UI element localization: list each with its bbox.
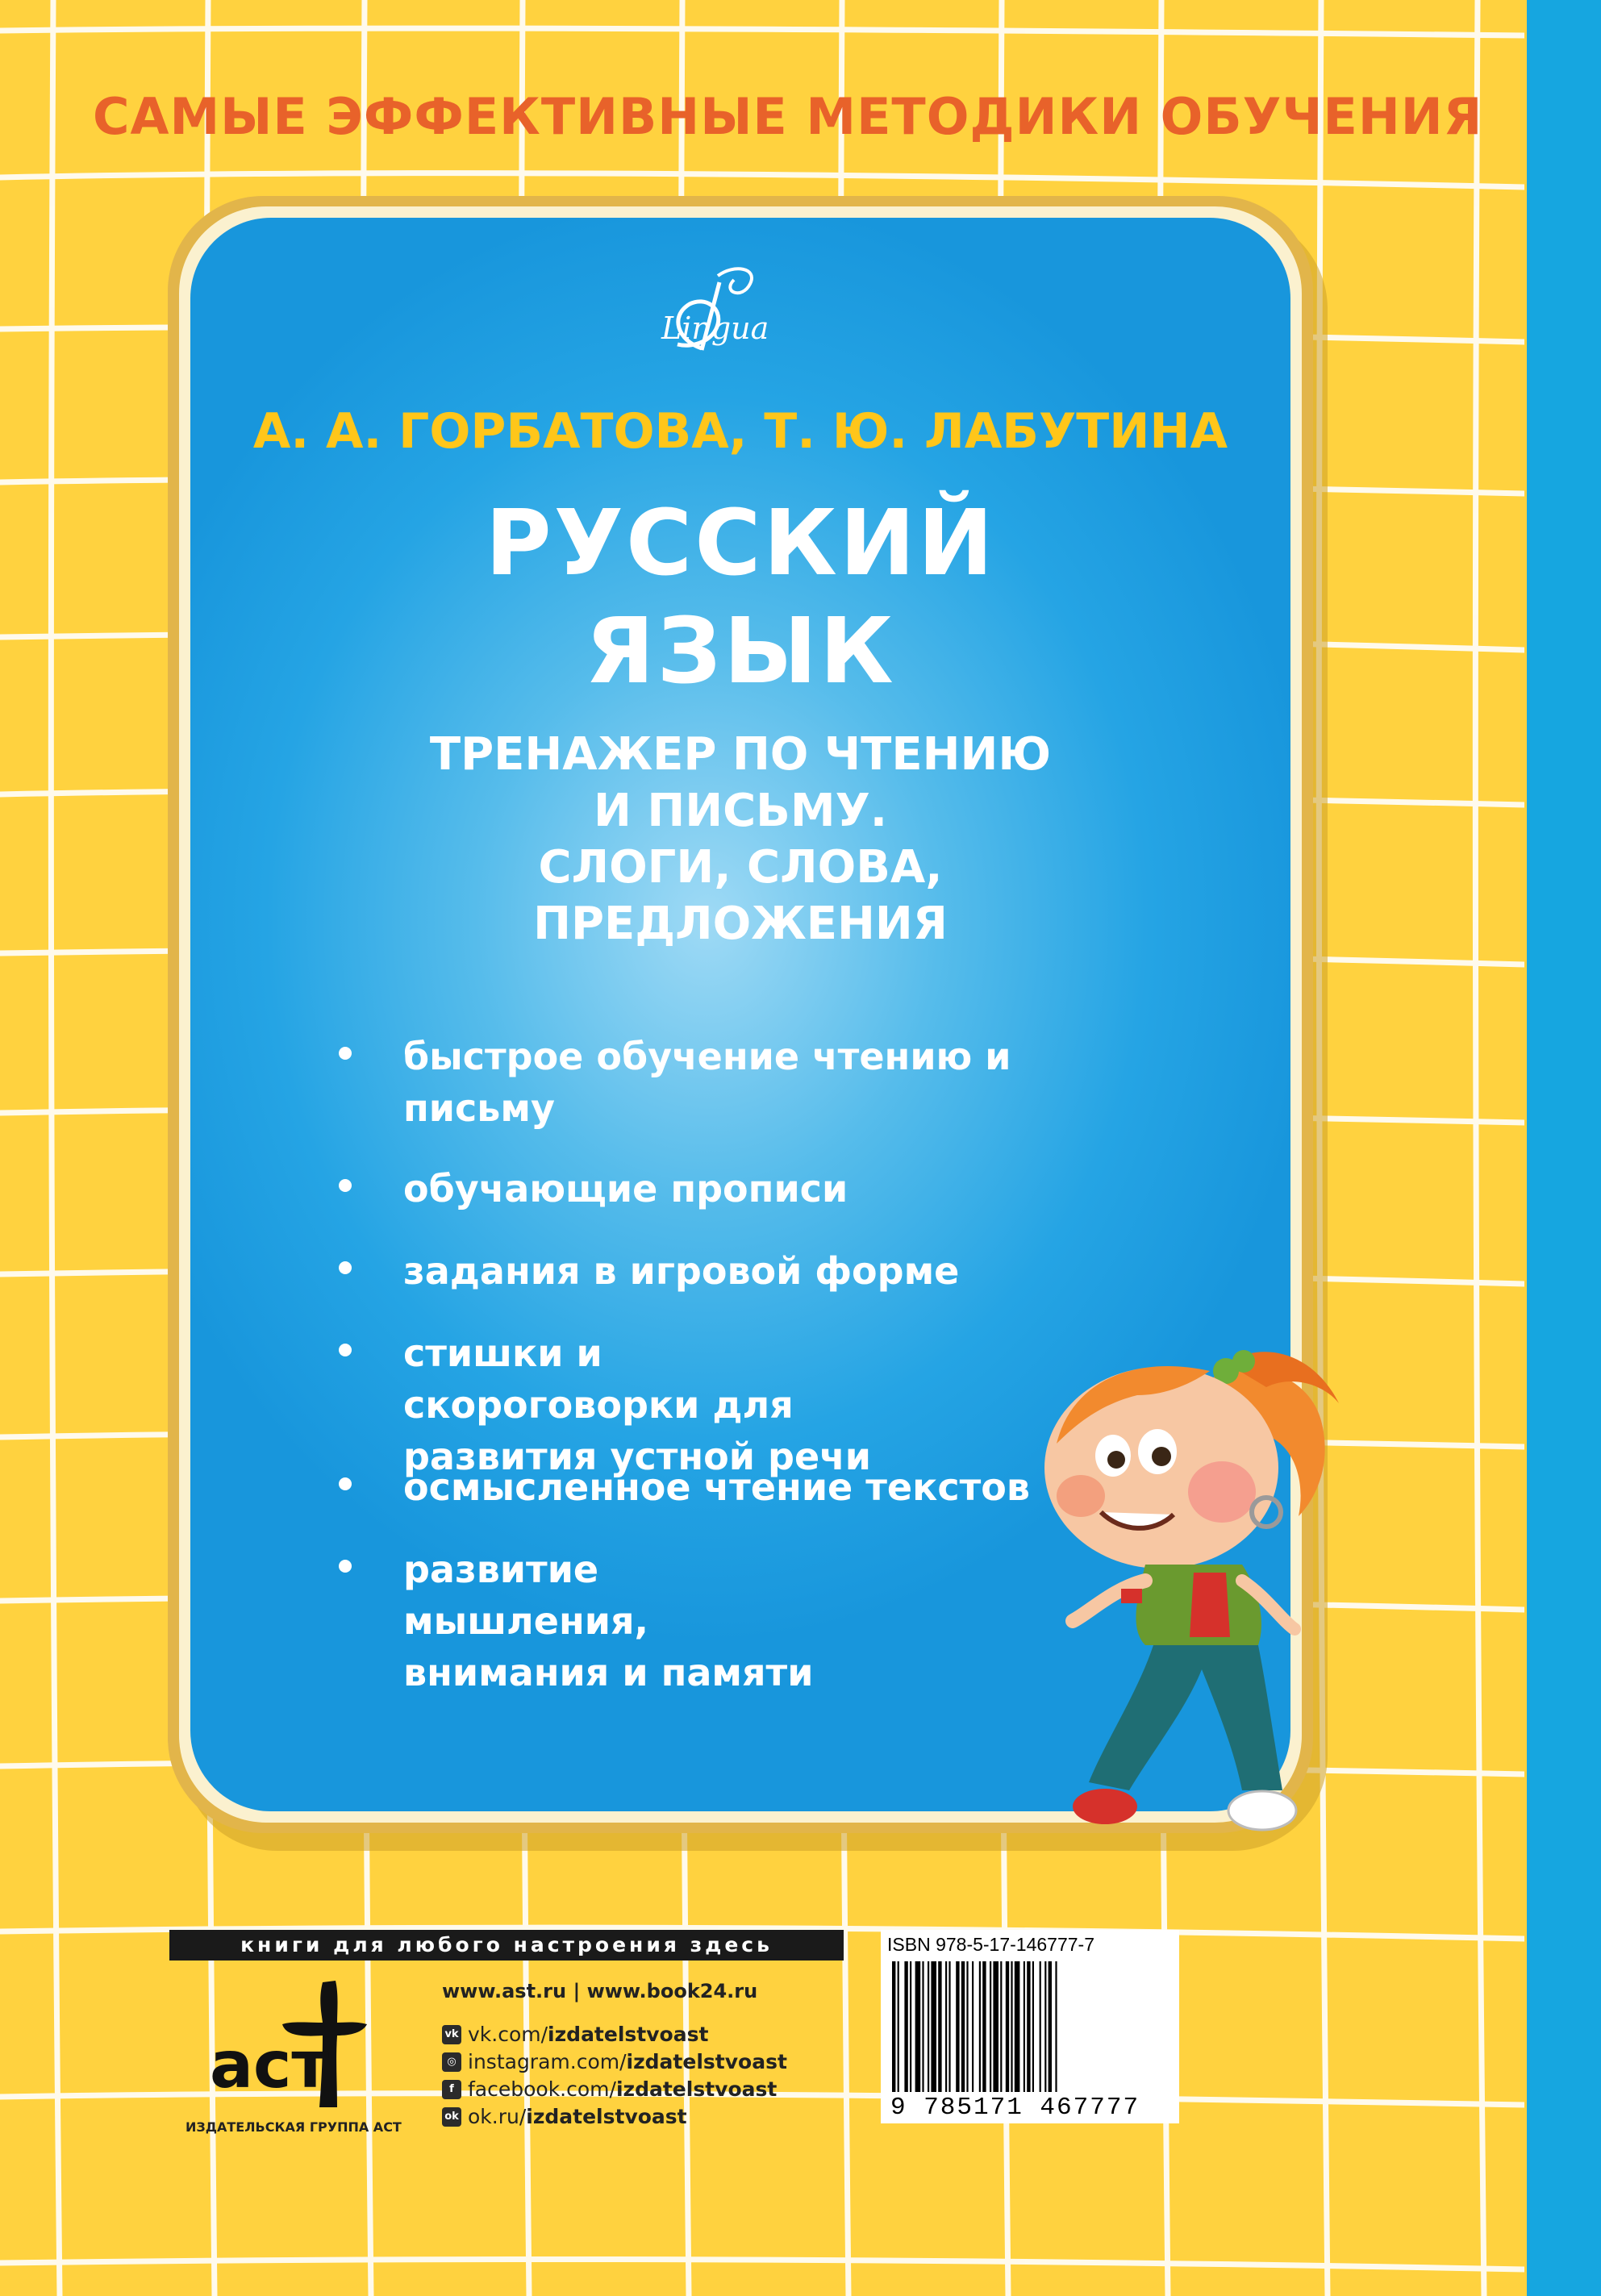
social-handle: izdatelstvoast: [548, 2023, 709, 2046]
feature-text: осмысленное чтение текстов: [403, 1465, 1030, 1509]
subtitle-line-1: ТРЕНАЖЕР ПО ЧТЕНИЮ: [429, 728, 1052, 781]
odnoklassniki-icon: ok: [442, 2107, 461, 2127]
social-link-vk[interactable]: [442, 2023, 845, 2048]
social-handle: izdatelstvoast: [615, 2077, 778, 2101]
bullet-icon: [339, 1477, 352, 1490]
feature-text: стишки и скороговорки для развития устной речи: [403, 1331, 871, 1478]
bullet-icon: [339, 1261, 352, 1274]
social-handle: izdatelstvoast: [526, 2105, 687, 2128]
websites[interactable]: www.ast.ru | www.book24.ru: [442, 1980, 758, 2002]
barcode-digits: 9 785171 467777: [890, 2094, 1140, 2122]
vk-icon: vk: [442, 2025, 461, 2044]
feature-text: обучающие прописи: [403, 1167, 848, 1211]
book-title-line-2: ЯЗЫК: [585, 599, 896, 704]
svg-text:аст: аст: [210, 2027, 329, 2102]
social-prefix: ok.ru/: [468, 2105, 527, 2128]
subtitle-line-3: СЛОГИ, СЛОВА,: [538, 841, 943, 894]
cartoon-girl-illustration: [1024, 1306, 1363, 1871]
tagline: книги для любого настроения здесь: [240, 1933, 773, 1956]
subtitle-line-4: ПРЕДЛОЖЕНИЯ: [533, 898, 948, 950]
authors: А. А. ГОРБАТОВА, Т. Ю. ЛАБУТИНА: [252, 403, 1228, 460]
series-title: САМЫЕ ЭФФЕКТИВНЫЕ МЕТОДИКИ ОБУЧЕНИЯ: [93, 87, 1483, 146]
feature-text: быстрое обучение чтению и письму: [403, 1035, 1011, 1130]
social-prefix: vk.com/: [468, 2023, 548, 2046]
bullet-icon: [339, 1047, 352, 1060]
feature-text: задания в игровой форме: [403, 1249, 960, 1293]
bullet-icon: [339, 1179, 352, 1192]
subtitle-line-2: И ПИСЬМУ.: [593, 785, 888, 837]
isbn: ISBN 978-5-17-146777-7: [887, 1934, 1094, 1955]
book-title-line-1: РУССКИЙ: [485, 491, 996, 596]
social-link-odnoklassniki[interactable]: [442, 2105, 845, 2131]
publisher-name: ИЗДАТЕЛЬСКАЯ ГРУППА АСТ: [186, 2119, 402, 2135]
ast-logo-icon: [202, 1974, 371, 2111]
social-link-facebook[interactable]: [442, 2077, 845, 2103]
bullet-icon: [339, 1560, 352, 1573]
instagram-icon: ◎: [442, 2052, 461, 2072]
feature-text: развитие мышления, внимания и памяти: [403, 1548, 814, 1694]
lingua-logo-text: Lingua: [661, 310, 769, 346]
spine-strip: [1527, 0, 1601, 2296]
social-link-instagram[interactable]: [442, 2050, 845, 2076]
social-prefix: instagram.com/: [468, 2050, 627, 2073]
social-prefix: facebook.com/: [468, 2077, 616, 2101]
social-handle: izdatelstvoast: [626, 2050, 787, 2073]
barcode: [890, 1961, 1173, 2092]
facebook-icon: f: [442, 2080, 461, 2099]
bullet-icon: [339, 1344, 352, 1356]
